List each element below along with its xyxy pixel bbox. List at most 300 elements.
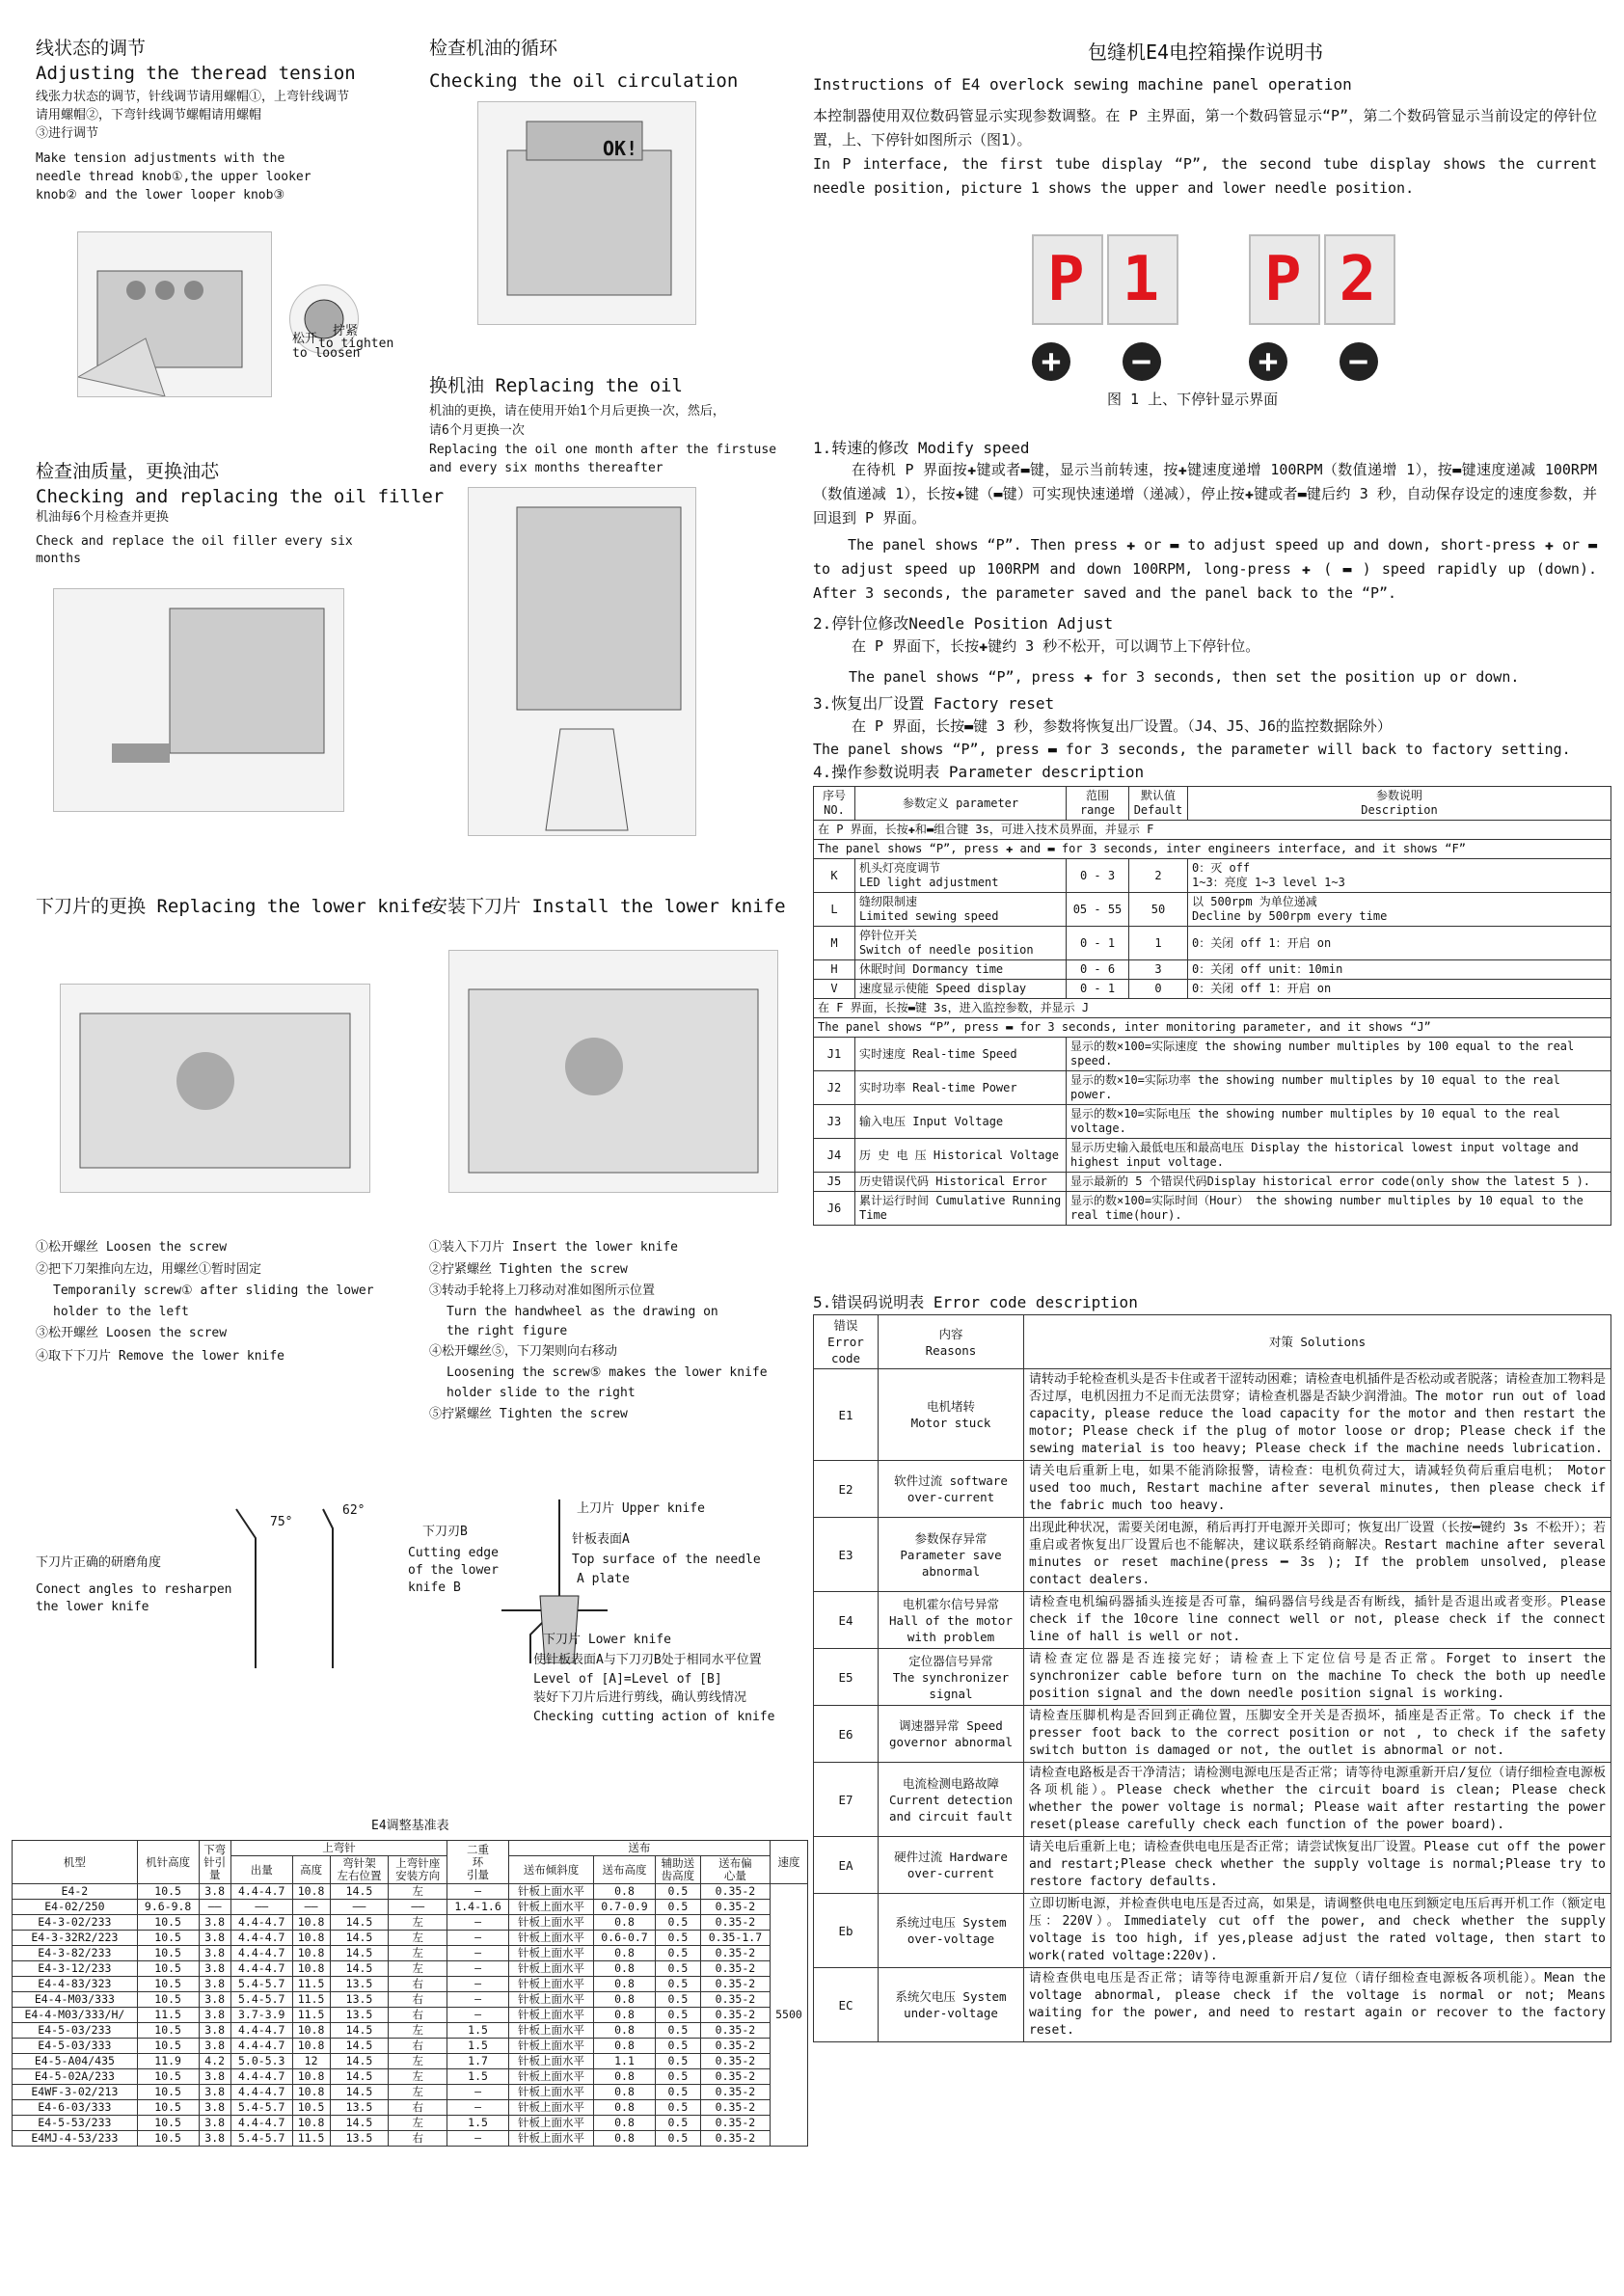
table-cell: 10.8 — [292, 1931, 330, 1946]
et-h-code-en1: Error — [827, 1335, 864, 1349]
filler-title-cn: 检查油质量，更换油芯 — [36, 461, 220, 482]
table-cell: 10.5 — [137, 1977, 199, 1992]
et-h-reason — [879, 1315, 1024, 1369]
table-cell: E4-2 — [13, 1884, 138, 1900]
table-cell: 14.5 — [330, 2085, 389, 2100]
s5-title: 5.错误码说明表 Error code description — [813, 1293, 1138, 1311]
at-h-height — [137, 1841, 199, 1884]
edge-b-cn: 下刀刃B — [422, 1525, 468, 1539]
error-reason — [879, 1649, 1024, 1706]
param-def — [855, 859, 1067, 893]
table-row — [13, 1946, 808, 1961]
at-h-aux-1: 辅助送 — [661, 1856, 695, 1870]
at-h-dir — [389, 1856, 447, 1884]
table-row — [13, 1915, 808, 1931]
at-h-double-2: 环 — [472, 1854, 484, 1869]
table-row — [13, 1992, 808, 2008]
error-reason — [879, 1518, 1024, 1592]
error-reason-cn: 参数保存异常 — [914, 1530, 988, 1546]
table-cell: 左 — [389, 2054, 447, 2069]
table-cell — [814, 1018, 1611, 1038]
pt-h-desc — [1188, 787, 1611, 821]
param-table-wrap — [813, 786, 1611, 1226]
param-range: 0 - 1 — [1067, 927, 1129, 960]
param-desc — [1188, 859, 1611, 893]
table-cell: 0.8 — [594, 2100, 656, 2116]
pt-h-range-en: range — [1079, 803, 1116, 817]
oil-replace-en-1: Replacing the oil one month after the firstuse — [429, 443, 777, 457]
table-cell: 14.5 — [330, 2054, 389, 2069]
minus-icon: ▬ — [1588, 536, 1598, 554]
at-h-upper-text: 上弯针 — [322, 1841, 356, 1854]
plus-button-lower[interactable]: + — [1249, 342, 1287, 381]
at-h-ecc-2: 心量 — [723, 1869, 746, 1882]
table-cell: — — [447, 2008, 509, 2023]
table-row — [814, 1139, 1611, 1173]
table-cell: 10.5 — [137, 2116, 199, 2131]
at-h-pos-1: 弯针架 — [342, 1856, 376, 1870]
table-cell: 13.5 — [330, 1977, 389, 1992]
table-cell: 0.7-0.9 — [594, 1900, 656, 1915]
pt-h-range-cn: 范围 — [1085, 789, 1109, 802]
table-cell: — — [447, 2085, 509, 2100]
table-cell: E4-4-M03/333/H/ — [13, 2008, 138, 2023]
table-cell: 10.8 — [292, 1884, 330, 1900]
table-row — [814, 1173, 1611, 1192]
table-cell: E4MJ-4-53/233 — [13, 2131, 138, 2147]
table-cell: 4.4-4.7 — [230, 1931, 292, 1946]
table-cell: E4WF-3-02/213 — [13, 2085, 138, 2100]
table-cell: 0.8 — [594, 2069, 656, 2085]
table-cell: 针板上面水平 — [508, 2085, 593, 2100]
error-solution: 立即切断电源，并检查供电电压是否过高，如果是，请调整供电电压到额定电压后再开机工作（额定电压：220V）。Immediately cut off the power, and check whether the supply voltage is too high, if yes,please adjust the rated voltage, then start to work(rated voltage:220v). — [1024, 1894, 1611, 1968]
error-reason-en: Hall of the motor with problem — [889, 1612, 1013, 1644]
pt-h-desc-cn: 参数说明 — [1375, 789, 1422, 802]
param-desc — [1188, 893, 1611, 927]
table-cell: 右 — [389, 2100, 447, 2116]
table-cell: —— — [389, 1900, 447, 1915]
table-row — [814, 821, 1611, 840]
s3-en — [813, 738, 1597, 762]
param-no: L — [814, 893, 855, 927]
thread-cn-2: 请用螺帽②，下弯针线调节螺帽请用螺帽 — [36, 108, 262, 122]
param-desc: 显示历史输入最低电压和最高电压 Display the historical lowest input voltage and highest input voltage. — [1067, 1139, 1611, 1173]
table-cell: 14.5 — [330, 1961, 389, 1977]
table-cell: 0.5 — [655, 1884, 700, 1900]
table-row — [814, 1894, 1611, 1968]
table-cell: 0.5 — [655, 2008, 700, 2023]
table-row — [814, 1518, 1611, 1592]
table-cell: 针板上面水平 — [508, 2116, 593, 2131]
table-row — [13, 2116, 808, 2131]
et-h-code — [814, 1315, 879, 1369]
table-cell: 1.4-1.6 — [447, 1900, 509, 1915]
table-cell: — — [447, 1915, 509, 1931]
filler-en-1: Check and replace the oil filler every six — [36, 534, 353, 549]
table-row — [814, 960, 1611, 980]
table-cell: 针板上面水平 — [508, 2100, 593, 2116]
ki-step-3a: Turn the handwheel as the drawing on — [447, 1305, 718, 1319]
at-h-out — [230, 1856, 292, 1884]
table-row — [814, 893, 1611, 927]
table-cell: 1.1 — [594, 2054, 656, 2069]
table-cell: 11.5 — [292, 1977, 330, 1992]
table-cell: 0.5 — [655, 2069, 700, 2085]
table-cell: —— — [230, 1900, 292, 1915]
at-h-double-3: 引量 — [467, 1867, 490, 1881]
at-h-ecc-1: 送布偏 — [718, 1856, 752, 1870]
error-reason-en: over-voltage — [907, 1931, 995, 1946]
error-solution: 请检查电路板是否干净清洁；请检测电源电压是否正常；请等待电源重新开启/复位（请仔细检查电源板各项机能）。Please check whether the circuit board is clean; Please check whether the power voltage is normal; Please wait after restarting the power reset(please carefully check each function of the power board). — [1024, 1763, 1611, 1837]
table-row — [13, 2085, 808, 2100]
table-cell: 针板上面水平 — [508, 1884, 593, 1900]
kr-step-1: ①松开螺丝 Loosen the screw — [36, 1240, 228, 1255]
table-row — [814, 980, 1611, 999]
param-def-cn: 缝纫限制速 — [859, 895, 918, 908]
table-row — [13, 2131, 808, 2147]
table-cell: 左 — [389, 2116, 447, 2131]
param-def — [855, 980, 1067, 999]
s2-cn-a: 在 P 界面下，长按 — [852, 637, 980, 655]
table-cell: E4-5-53/233 — [13, 2116, 138, 2131]
kr-step-2a: Temporanily screw① after sliding the lower — [53, 1283, 374, 1298]
et-h-code-cn: 错误 — [833, 1318, 858, 1333]
table-cell: 10.5 — [137, 2100, 199, 2116]
at-h-height-text: 机针高度 — [146, 1854, 191, 1869]
knife-install-figure — [448, 950, 778, 1193]
error-code: E1 — [814, 1369, 879, 1461]
table-cell: 0.8 — [594, 2116, 656, 2131]
error-code: E5 — [814, 1649, 879, 1706]
s3-title: 3.恢复出厂设置 Factory reset — [813, 694, 1055, 713]
at-h-double — [447, 1841, 509, 1884]
table-row — [13, 2069, 808, 2085]
intro-cn: 本控制器使用双位数码管显示实现参数调整。在 P 主界面，第一个数码管显示“P”，第二个数码管显示当前设定的停针位置，上、下停针如图所示（图1）。 — [813, 107, 1597, 149]
s1-cn-e: 键速度递减 100RPM（数值递减 1），长按 — [813, 461, 1598, 502]
table-row — [814, 840, 1611, 859]
span-text: for 3 seconds, inter engineers interface, and it shows “F” — [1061, 842, 1466, 855]
table-cell: 左 — [389, 1884, 447, 1900]
table-row — [13, 1961, 808, 1977]
ki-step-5: ⑤拧紧螺丝 Tighten the screw — [429, 1407, 628, 1421]
s1-cn-g: 键）可实现快速递增（递减），停止按 — [1002, 485, 1245, 502]
error-reason-cn: 调速器异常 Speed — [899, 1718, 1003, 1733]
s3-en-b: for 3 seconds, the parameter will back to factory setting. — [1065, 741, 1571, 758]
span-text: The panel shows “P”, press — [818, 842, 999, 855]
table-cell: 14.5 — [330, 2039, 389, 2054]
filler-cn: 机油每6个月检查并更换 — [36, 510, 169, 525]
ki-step-4b: holder slide to the right — [447, 1386, 636, 1400]
param-range: 05 - 55 — [1067, 893, 1129, 927]
level-en: Level of [A]=Level of [B] — [533, 1672, 722, 1687]
table-cell: 3.8 — [199, 2039, 230, 2054]
table-cell: 0.8 — [594, 2085, 656, 2100]
angles-cn: 下刀片正确的研磨角度 — [36, 1555, 162, 1570]
table-cell: 0.5 — [655, 1961, 700, 1977]
error-code: EC — [814, 1968, 879, 2042]
error-reason — [879, 1763, 1024, 1837]
pt-h-def — [855, 787, 1067, 821]
edge-b-en-1: Cutting edge — [408, 1546, 499, 1560]
at-h-hei — [292, 1856, 330, 1884]
table-cell: 4.4-4.7 — [230, 2039, 292, 2054]
table-cell: 针板上面水平 — [508, 2069, 593, 2085]
ki-step-3: ③转动手轮将上刀移动对准如图所示位置 — [429, 1283, 656, 1298]
table-cell: — — [447, 1931, 509, 1946]
table-cell: 0.5 — [655, 1931, 700, 1946]
table-cell: 右 — [389, 1977, 447, 1992]
table-cell: 11.5 — [292, 2131, 330, 2147]
table-cell: E4-3-02/233 — [13, 1915, 138, 1931]
param-no: M — [814, 927, 855, 960]
table-cell: 针板上面水平 — [508, 2008, 593, 2023]
angle-sketch — [227, 1499, 381, 1673]
table-row — [13, 2054, 808, 2069]
table-row — [13, 1884, 808, 1900]
span-text: 和 — [914, 823, 927, 836]
table-cell: — — [447, 2100, 509, 2116]
error-solution: 请检查压脚机构是否回到正确位置，压脚安全开关是否损坏，插座是否正常。To check if the presser foot back to the correct position or not , to check if the safety switch button is damaged or not, the outlet is abnormal or not. — [1024, 1706, 1611, 1763]
pt-h-range — [1067, 787, 1129, 821]
at-h-fh — [594, 1856, 656, 1884]
param-def: 历史错误代码 Historical Error — [855, 1173, 1067, 1192]
at-h-model — [13, 1841, 138, 1884]
param-desc-1: 0：关闭 off 1：开启 on — [1192, 935, 1332, 950]
span-text: 组合键 3s，可进入技术员界面，并显示 F — [934, 823, 1154, 836]
level-cn: 使针板表面A与下刀刃B处于相同水平位置 — [533, 1653, 762, 1667]
table-row — [814, 927, 1611, 960]
table-cell: 14.5 — [330, 1915, 389, 1931]
s3-cn — [852, 715, 1597, 739]
s1-cn-i: 键后约 3 秒，自动保存设定的速度参数，并回退到 P 界面。 — [813, 485, 1597, 527]
table-cell: 10.8 — [292, 2023, 330, 2039]
at-h-dir-2: 安装方向 — [395, 1869, 441, 1882]
param-def-en: Switch of needle position — [859, 943, 1034, 957]
error-reason-en: over-current — [907, 1866, 995, 1880]
error-reason-en: governor abnormal — [889, 1735, 1013, 1749]
table-cell: 10.5 — [137, 1946, 199, 1961]
param-def — [855, 960, 1067, 980]
at-h-lower-2: 针引 — [203, 1854, 227, 1869]
table-row — [13, 1900, 808, 1915]
table-cell: 左 — [389, 2069, 447, 2085]
param-default: 3 — [1129, 960, 1188, 980]
table-cell: 3.8 — [199, 2131, 230, 2147]
table-cell: 0.5 — [655, 2039, 700, 2054]
param-desc: 显示的数×10=实际功率 the showing number multiples by 10 equal to the real power. — [1067, 1071, 1611, 1105]
s1-cn-f: 键（ — [964, 485, 994, 502]
param-default: 50 — [1129, 893, 1188, 927]
table-cell: 1.5 — [447, 2069, 509, 2085]
table-row — [814, 1837, 1611, 1894]
table-row — [814, 1649, 1611, 1706]
param-def-cn: 机头灯亮度调节 — [859, 861, 941, 875]
minus-button-upper[interactable]: − — [1123, 342, 1161, 381]
table-cell: 4.4-4.7 — [230, 2069, 292, 2085]
error-solution: 出现此种状况，需要关闭电源，稍后再打开电源开关即可；恢复出厂设置（长按━键约 3s 不松开）；若重启或者恢复出厂设置后也不能解决，建议联系经销商解决。Restart machine after several minutes or reset machine(press ━ 3s ); If the problem unsolved, please contact dealers. — [1024, 1518, 1611, 1592]
plus-icon: ✚ — [1244, 485, 1255, 502]
table-cell: 0.35-2 — [700, 1915, 770, 1931]
param-desc-1: 0：灭 off — [1192, 861, 1251, 875]
table-cell: 10.5 — [137, 1992, 199, 2008]
table-cell: 1.5 — [447, 2023, 509, 2039]
table-cell: 11.5 — [292, 2008, 330, 2023]
error-reason-cn: 系统过电压 System — [895, 1915, 1007, 1930]
ki-step-4a: Loosening the screw⑤ makes the lower knife — [447, 1365, 768, 1380]
error-solution: 请关电后重新上电，如果不能消除报警，请检查：电机负荷过大，请减轻负荷后重启电机； Motor used too much, Restart machine after several minutes, then please check if the fabric much too heavy. — [1024, 1461, 1611, 1518]
s1-cn-b: 键或者 — [976, 461, 1021, 478]
table-cell: 左 — [389, 2023, 447, 2039]
at-h-feed-text: 送布 — [628, 1841, 651, 1854]
at-h-double-1: 二重 — [467, 1842, 490, 1856]
minus-icon: ▬ — [1041, 842, 1062, 855]
error-reason-en: Current detection and circuit fault — [889, 1792, 1013, 1823]
adjust-table — [12, 1840, 808, 2147]
table-cell: 3.8 — [199, 2100, 230, 2116]
table-cell: E4-3-12/233 — [13, 1961, 138, 1977]
manual-title: 包缝机E4电控箱操作说明书 — [1088, 41, 1324, 64]
plus-button-upper[interactable]: + — [1032, 342, 1070, 381]
table-cell: 10.5 — [137, 2085, 199, 2100]
adjust-table-caption: E4调整基准表 — [371, 1819, 449, 1833]
param-desc-1: 以 500rpm 为单位递减 — [1192, 895, 1317, 908]
plus-icon: ✚ — [1544, 536, 1554, 554]
needle-plate-cn: 针板表面A — [572, 1532, 630, 1547]
pt-h-default — [1129, 787, 1188, 821]
table-cell: 0.5 — [655, 2054, 700, 2069]
table-cell: 11.5 — [292, 1992, 330, 2008]
s1-cn — [813, 458, 1597, 530]
param-table — [813, 786, 1611, 1226]
table-cell: 0.8 — [594, 2131, 656, 2147]
error-code: Eb — [814, 1894, 879, 1968]
table-cell: 4.2 — [199, 2054, 230, 2069]
oil-replace-cn-1: 机油的更换，请在使用开始1个月后更换一次，然后， — [429, 404, 725, 419]
table-cell: — — [447, 1961, 509, 1977]
param-range: 0 - 3 — [1067, 859, 1129, 893]
minus-button-lower[interactable]: − — [1340, 342, 1378, 381]
table-cell: 左 — [389, 1915, 447, 1931]
table-row — [814, 1968, 1611, 2042]
table-cell: 0.6-0.7 — [594, 1931, 656, 1946]
table-cell: 3.8 — [199, 1992, 230, 2008]
et-h-code-en2: code — [830, 1351, 861, 1365]
oil-check-title-en: Checking the oil circulation — [429, 70, 739, 92]
s1-cn-c: 键，显示当前转速，按 — [1029, 461, 1178, 478]
table-cell: —— — [330, 1900, 389, 1915]
table-row — [814, 1105, 1611, 1139]
table-cell — [814, 840, 1611, 859]
minus-icon: ▬ — [1170, 536, 1179, 554]
table-cell: 0.8 — [594, 1992, 656, 2008]
at-h-feed — [508, 1841, 770, 1856]
table-cell: 左 — [389, 1961, 447, 1977]
table-cell: 针板上面水平 — [508, 1946, 593, 1961]
minus-icon: ▬ — [1020, 461, 1030, 478]
table-cell: 5.4-5.7 — [230, 1977, 292, 1992]
error-reason-en: Parameter save abnormal — [900, 1547, 1002, 1579]
table-cell: 4.4-4.7 — [230, 1961, 292, 1977]
table-cell: 右 — [389, 2131, 447, 2147]
table-cell: 针板上面水平 — [508, 1900, 593, 1915]
table-cell: 10.5 — [137, 1961, 199, 1977]
table-cell: 10.8 — [292, 2069, 330, 2085]
table-cell: 13.5 — [330, 2100, 389, 2116]
at-h-pos — [330, 1856, 389, 1884]
error-reason-cn: 电机霍尔信号异常 — [902, 1596, 999, 1611]
table-cell: E4-4-M03/333 — [13, 1992, 138, 2008]
error-code: E6 — [814, 1706, 879, 1763]
table-cell: 14.5 — [330, 1946, 389, 1961]
at-h-model-text: 机型 — [63, 1854, 86, 1869]
error-code: E2 — [814, 1461, 879, 1518]
oil-replace-title: 换机油 Replacing the oil — [429, 375, 683, 396]
check-cut-en: Checking cutting action of knife — [533, 1710, 775, 1724]
table-cell: 13.5 — [330, 1992, 389, 2008]
table-cell: 0.5 — [655, 1977, 700, 1992]
table-cell: — — [447, 1992, 509, 2008]
table-cell: 5.4-5.7 — [230, 2100, 292, 2116]
s1-en-b: or — [1144, 536, 1162, 554]
needle-plate-en-2: A plate — [577, 1572, 630, 1586]
error-reason-en: under-voltage — [904, 2006, 998, 2020]
table-cell: 3.8 — [199, 1884, 230, 1900]
thread-cn-3: ③进行调节 — [36, 126, 99, 141]
error-table-wrap — [813, 1314, 1611, 2042]
figure-caption: 图 1 上、下停针显示界面 — [1107, 391, 1279, 408]
plus-icon: ✚ — [1301, 560, 1313, 578]
at-h-aux — [655, 1856, 700, 1884]
oil-replace-en-2: and every six months thereafter — [429, 461, 663, 475]
table-cell: 0.35-1.7 — [700, 1931, 770, 1946]
error-reason — [879, 1968, 1024, 2042]
knife-install-title: 安装下刀片 Install the lower knife — [429, 896, 786, 917]
param-def — [855, 893, 1067, 927]
at-h-upper — [230, 1841, 447, 1856]
param-desc — [1188, 980, 1611, 999]
table-row — [13, 2039, 808, 2054]
s3-en-a: The panel shows “P”, press — [813, 741, 1040, 758]
oil-replace-cn-2: 请6个月更换一次 — [429, 423, 525, 438]
error-reason — [879, 1837, 1024, 1894]
at-h-hei-text: 高度 — [300, 1862, 323, 1877]
table-cell: — — [447, 1946, 509, 1961]
param-def-cn: 停针位开关 — [859, 929, 918, 942]
s2-cn — [852, 635, 1597, 659]
kr-step-3: ③松开螺丝 Loosen the screw — [36, 1326, 228, 1340]
param-no: J4 — [814, 1139, 855, 1173]
table-cell: 0.5 — [655, 2131, 700, 2147]
intro-en: In P interface, the first tube display “P”, the second tube display shows the current needle position, picture 1 shows the upper and lower needle position. — [813, 155, 1597, 197]
plus-icon: ✚ — [907, 823, 915, 836]
edge-b-en-3: knife B — [408, 1580, 461, 1595]
table-cell: 3.8 — [199, 1977, 230, 1992]
param-def: 历 史 电 压 Historical Voltage — [855, 1139, 1067, 1173]
table-cell: 4.4-4.7 — [230, 2085, 292, 2100]
table-row — [814, 1018, 1611, 1038]
oil-check-title-cn: 检查机油的循环 — [429, 38, 558, 59]
tighten-en: to tighten — [318, 337, 394, 351]
table-cell: 针板上面水平 — [508, 2039, 593, 2054]
table-cell: 1.5 — [447, 2116, 509, 2131]
at-h-pos-2: 左右位置 — [337, 1869, 382, 1882]
digit-p-upper: P — [1032, 234, 1103, 325]
table-cell: 1.5 — [447, 2039, 509, 2054]
param-range: 0 - 6 — [1067, 960, 1129, 980]
thread-title-en: Adjusting the theread tension — [36, 63, 356, 84]
minus-icon: ▬ — [998, 1020, 1020, 1034]
param-desc-2: Decline by 500rpm every time — [1192, 909, 1388, 923]
